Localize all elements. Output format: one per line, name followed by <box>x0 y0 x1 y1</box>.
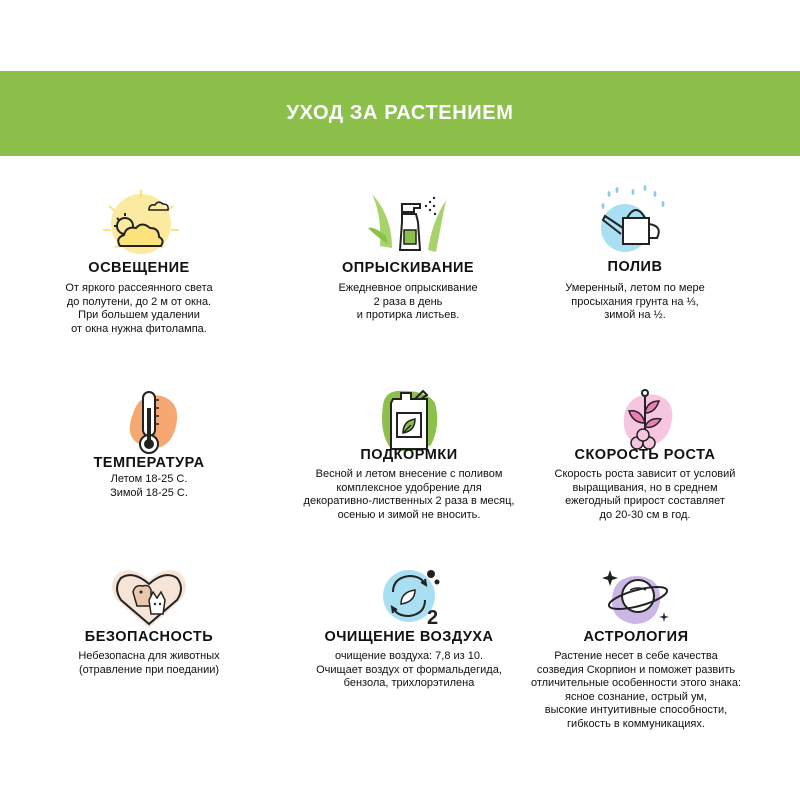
card-description: Небезопасна для животных (отравление при поедании) <box>78 650 220 676</box>
sprout-icon <box>599 385 691 455</box>
card-description: Летом 18-25 С. Зимой 18-25 С. <box>110 473 188 499</box>
care-card-lighting <box>6 182 272 352</box>
card-title: ОЧИЩЕНИЕ ВОЗДУХА <box>324 629 494 645</box>
care-card-growth-rate <box>512 383 778 533</box>
care-card-fertilizing <box>276 383 542 533</box>
card-title: СКОРОСТЬ РОСТА <box>574 447 716 463</box>
card-description: Весной и летом внесение с поливом комплексное удобрение для декоративно-лиственных 2 раза в месяц, осенью и зимой не вносить. <box>303 468 515 521</box>
card-description: Растение несет в себе качества созведия Скорпион и поможет развить отличительные особенности этого знака: ясное сознание, острый ум, высокие интуитивные способности, гибкость в коммуникациях. <box>530 650 742 730</box>
spray-bottle-icon <box>362 186 454 256</box>
card-title: ОПРЫСКИВАНИЕ <box>341 260 475 276</box>
card-title: ПОДКОРМКИ <box>360 447 458 463</box>
card-description: Скорость роста зависит от условий выращивания, но в среднем ежегодный прирост составляет до 20-30 см в год. <box>554 468 736 521</box>
planet-icon <box>590 562 682 632</box>
card-title: ОСВЕЩЕНИЕ <box>88 260 190 276</box>
co2-subscript-label: 2 <box>427 607 439 629</box>
card-description: От яркого рассеянного света до полутени, до 2 м от окна. При большем удалении от окна нужна фитолампа. <box>65 282 213 335</box>
card-description: очищение воздуха: 7,8 из 10. Очищает воздух от формальдегида, бензола, трихлорэтилена <box>316 650 502 690</box>
care-card-temperature <box>16 388 282 518</box>
card-description: Ежедневное опрыскивание 2 раза в день и протирка листьев. <box>338 282 478 322</box>
sun-cloud-icon <box>93 188 185 258</box>
card-title: ПОЛИВ <box>607 259 663 275</box>
care-card-astrology <box>503 560 769 740</box>
air-purification-icon <box>363 562 455 632</box>
card-description: Умеренный, летом по мере просыхания грунта на ⅓, зимой на ½. <box>565 282 705 322</box>
card-title: БЕЗОПАСНОСТЬ <box>84 629 214 645</box>
thermometer-icon <box>103 388 195 458</box>
card-title: ТЕМПЕРАТУРА <box>93 455 205 471</box>
header-banner <box>0 71 800 156</box>
pets-heart-icon <box>103 562 195 632</box>
card-title: АСТРОЛОГИЯ <box>583 629 689 645</box>
care-card-watering <box>502 182 768 352</box>
page-title: УХОД ЗА РАСТЕНИЕМ <box>286 102 514 124</box>
care-card-safety <box>16 560 282 690</box>
watering-can-icon <box>589 184 681 254</box>
fertilizer-canister-icon <box>363 385 455 455</box>
